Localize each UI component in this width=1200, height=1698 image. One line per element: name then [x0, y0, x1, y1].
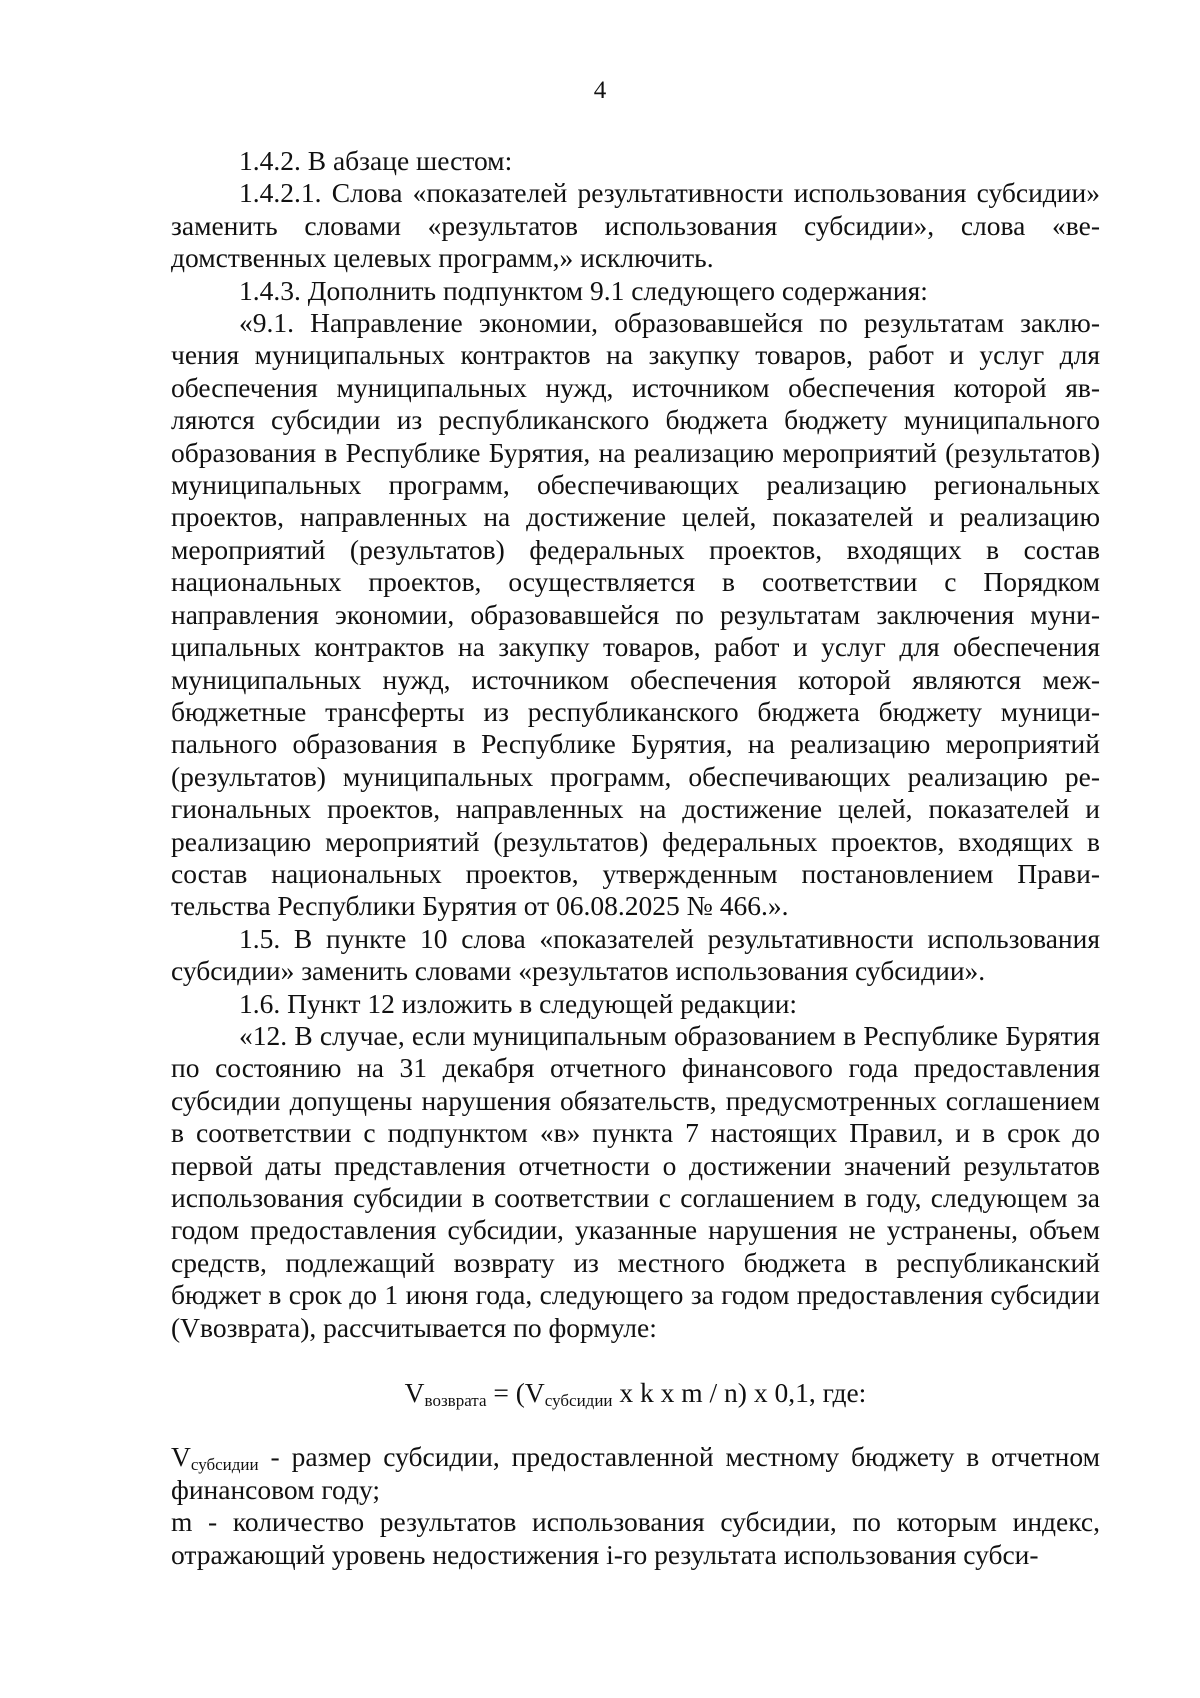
paragraph-1-4-2-1: 1.4.2.1. Слова «показателей результативности использования субсидии» заменить словами «результатов использования субсидии», слова «ведомственных целевых программ,» исключить. [171, 177, 1100, 274]
definition-m [171, 1506, 1100, 1571]
definition-text: - размер субсидии, предоставленной местному бюджету в отчетном финансовом году; [171, 1441, 1100, 1505]
document-body [171, 145, 1100, 1571]
formula-lhs-subscript: возврата [424, 1391, 487, 1411]
paragraph-1-5: 1.5. В пункте 10 слова «показателей результативности использования субсидии» заменить словами «результатов использования субсидии». [171, 922, 1100, 987]
formula-rhs-subscript: субсидии [544, 1391, 613, 1411]
paragraph-1-4-2: 1.4.2. В абзаце шестом: [239, 145, 513, 176]
definition-symbol: V [171, 1441, 191, 1473]
definition-text: - количество результатов использования субсидии, по которым индекс, отражающий уровень недостижения i-го результата использования субси- [171, 1506, 1100, 1570]
paragraph-1-6: 1.6. Пункт 12 изложить в следующей редакции: [239, 987, 798, 1019]
definition-symbol: m [171, 1506, 193, 1538]
refund-formula [171, 1377, 1100, 1409]
paragraph-12-text: «12. В случае, если муниципальным образованием в Республике Бурятия по состоянию на 31 декабря отчетного финансового года предоставления субсидии допущены нарушения обязательств, предусмотренных соглашением в соответствии с подпунктом «в» пункта 7 настоящих Правил, и в срок до первой даты представления отчетности о достижении значений результатов использования субсидии в соответствии с соглашением в году, следующем за годом предоставления субсидии, указанные нарушения не устранены, объем средств, подлежащий возврату из местного бюджета в республиканский бюджет в срок до 1 июня года, следующего за годом предоставления субсидии (Vвозврата), рассчитывается по формуле: [171, 1019, 1100, 1343]
formula-eq-open: = (V [486, 1377, 545, 1409]
definition-symbol-subscript: субсидии [190, 1455, 259, 1475]
paragraph-9-1-text: «9.1. Направление экономии, образовавшейся по результатам заключения муниципальных контрактов на закупку товаров, работ и услуг для обеспечения муниципальных нужд, источником обеспечения которой являются субсидии из республиканского бюджета бюджету муниципального образования в Республике Бурятия, на реализацию мероприятий (результатов) муниципальных программ, обеспечивающих реализацию региональных проектов, направленных на достижение целей, показателей и реализацию мероприятий (результатов) федеральных проектов, входящих в состав национальных проектов, осуществляется в соответствии с Порядком направления экономии, образовавшейся по результатам заключения муниципальных контрактов на закупку товаров, работ и услуг для обеспечения муниципальных нужд, источником обеспечения которой являются межбюджетные трансферты из республиканского бюджета бюджету муниципального образования в Республике Бурятия, на реализацию мероприятий (результатов) муниципальных программ, обеспечивающих реализацию региональных проектов, направленных на достижение целей, показателей и реализацию мероприятий (результатов) федеральных проектов, входящих в состав национальных проектов, утвержденным постановлением Правительства Республики Бурятия от 06.08.2025 № 466.». [171, 307, 1100, 922]
page-number: 4 [593, 77, 607, 104]
paragraph-1-4-3: 1.4.3. Дополнить подпунктом 9.1 следующего содержания: [239, 274, 928, 306]
formula-lhs: V [404, 1377, 425, 1409]
formula-rest: x k x m / n) x 0,1, где: [612, 1377, 867, 1409]
definition-v-subsidy [171, 1441, 1100, 1506]
